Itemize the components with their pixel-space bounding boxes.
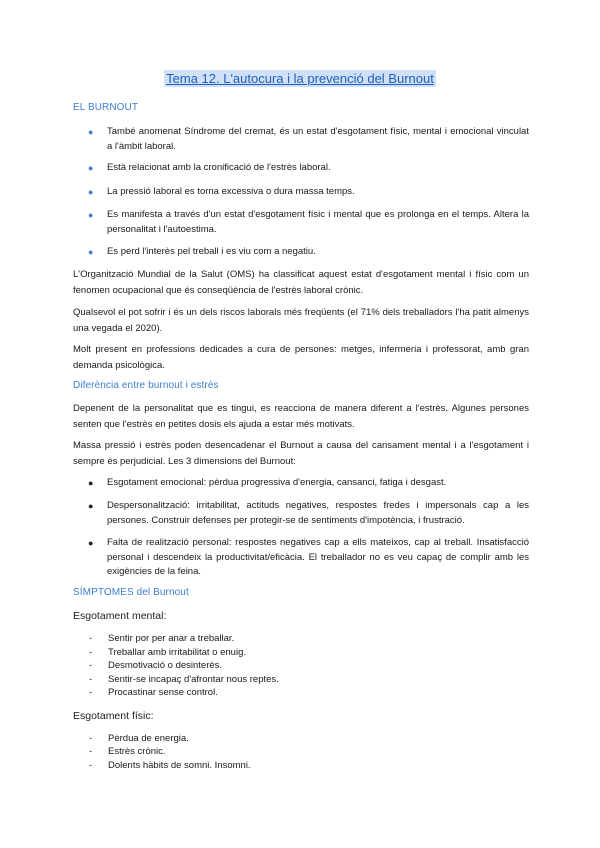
dash-icon: - — [89, 733, 93, 744]
dash-icon: - — [89, 746, 93, 757]
subheading-physical: Esgotament físic: — [73, 710, 154, 722]
section-heading-difference: Diferència entre burnout i estrès — [73, 380, 219, 391]
list-item: Es manifesta a través d'un estat d'esgotament físic i mental que es prolonga en el temps. Altera la personalitat i l'autoestima. — [107, 209, 529, 235]
section-heading-burnout: EL BURNOUT — [73, 102, 139, 113]
paragraph-pressure: Massa pressió i estrès poden desencadenar el Burnout a causa del cansament mental i a l'esgotament i sempre és perjudicial. Les 3 dimensions del Burnout: — [73, 440, 529, 467]
list-item: Treballar amb irritabilitat o enuig. — [108, 647, 246, 658]
list-item: Està relacionat amb la cronificació de l'estrès laboral. — [107, 162, 331, 173]
list-item: Sentir-se incapaç d'afrontar nous reptes. — [108, 674, 279, 685]
document-page: Tema 12. L'autocura i la prevenció del Burnout EL BURNOUT ● També anomenat Síndrome del cremat, és un estat d'esgotament físic, mental i emocional vinculat a l'àmbit laboral. ● Està relacionat amb la cronificació de l'estrès laboral. ● La pressió laboral es torna excessiva o dura massa temps. ● Es manifesta a través d'un estat d'esgotament físic i mental que es prolonga en el temps. Altera la personalitat i l'autoestima. ● Es perd l'interès pel treball i es viu com a negatiu. L'Organització Mundial de la Salut (OMS) ha classificat aquest estat d'esgotament mental i físic com un fenomen ocupacional que és conseqüència de l'estrès laboral crònic. Qualsevol el pot sofrir i és un dels riscos laborals més freqüents (el 71% dels treballadors l'ha patit almenys una vegada el 2020). Molt present en professions dedicades a cura de persones: metges, infermeria i professorat, amb gran demanda psicològica. Diferència entre burnout i estrès Depenent de la personalitat que es tingui, es reacciona de manera diferent a l'estrès. Algunes persones senten que l'estrès en petites dosis els ajuda a estar més motivats. Massa pressió i estrès poden desencadenar el Burnout a causa del cansament mental i a l'esgotament i sempre és perjudicial. Les 3 dimensions del Burnout: ● Esgotament emocional: pèrdua progressiva d'energia, cansanci, fatiga i desgast. ● Despersonalització: irritabilitat, actituds negatives, respostes fredes i impersonals cap a les persones. Construir defenses per protegir-se de sentiments d'impotència, i frustració. ● Falta de realització personal: respostes negatives cap a ells mateixos, cap al treball. Insatisfacció personal i descendeix la productivitat/eficàcia. El treballador no es veu capaç de complir amb les exigències de la feina. SÍMPTOMES del Burnout Esgotament mental: - Sentir por per anar a treballar. - Treballar amb irritabilitat o enuig. - Desmotivació o desinterès. - Sentir-se incapaç d'afrontar nous reptes. - Procastinar sense control. Esgotament físic: - Pèrdua de energia. - Estrès crònic. - Dolents hàbits de somni. Insomni. — [0, 0, 600, 848]
dash-icon: - — [89, 633, 93, 644]
paragraph-personality: Depenent de la personalitat que es tingui, es reacciona de manera diferent a l'estrès. Algunes persones senten que l'estrès en petites dosis els ajuda a estar més motivats. — [73, 403, 529, 430]
list-item: La pressió laboral es torna excessiva o dura massa temps. — [107, 186, 355, 197]
paragraph-risk: Qualsevol el pot sofrir i és un dels riscos laborals més freqüents (el 71% dels treballadors l'ha patit almenys una vegada el 2020). — [73, 307, 529, 334]
dash-icon: - — [89, 674, 93, 685]
dimension-item: Despersonalització: irritabilitat, actituds negatives, respostes fredes i impersonals cap a les persones. Construir defenses per protegir-se de sentiments d'impotència, i frustració. — [107, 500, 529, 526]
dash-icon: - — [89, 687, 93, 698]
list-item: Estrès crònic. — [108, 746, 166, 757]
list-item: També anomenat Síndrome del cremat, és un estat d'esgotament físic, mental i emocional vinculat a l'àmbit laboral. — [107, 126, 529, 152]
list-item: Sentir por per anar a treballar. — [108, 633, 235, 644]
dash-icon: - — [89, 760, 93, 771]
document-title-block — [0, 70, 600, 88]
document-title[interactable]: Tema 12. L'autocura i la prevenció del Burnout — [166, 71, 434, 86]
dimension-item: Esgotament emocional: pèrdua progressiva d'energia, cansanci, fatiga i desgast. — [107, 477, 447, 488]
list-item: Pèrdua de energia. — [108, 733, 189, 744]
section-heading-symptoms: SÍMPTOMES del Burnout — [73, 587, 189, 598]
dash-icon: - — [89, 660, 93, 671]
list-item: Desmotivació o desinterès. — [108, 660, 223, 671]
subheading-mental: Esgotament mental: — [73, 610, 167, 622]
list-item: Dolents hàbits de somni. Insomni. — [108, 760, 251, 771]
paragraph-professions: Molt present en professions dedicades a cura de persones: metges, infermeria i professorat, amb gran demanda psicològica. — [73, 344, 529, 371]
list-item: Procastinar sense control. — [108, 687, 218, 698]
list-item: Es perd l'interès pel treball i es viu com a negatiu. — [107, 246, 316, 257]
dimension-item: Falta de realització personal: respostes negatives cap a ells mateixos, cap al treball. Insatisfacció personal i descendeix la productivitat/eficàcia. El treballador no es veu capaç de complir amb les exigències de la feina. — [107, 537, 529, 577]
paragraph-oms: L'Organització Mundial de la Salut (OMS) ha classificat aquest estat d'esgotament mental i físic com un fenomen ocupacional que és conseqüència de l'estrès laboral crònic. — [73, 269, 529, 296]
dash-icon: - — [89, 647, 93, 658]
